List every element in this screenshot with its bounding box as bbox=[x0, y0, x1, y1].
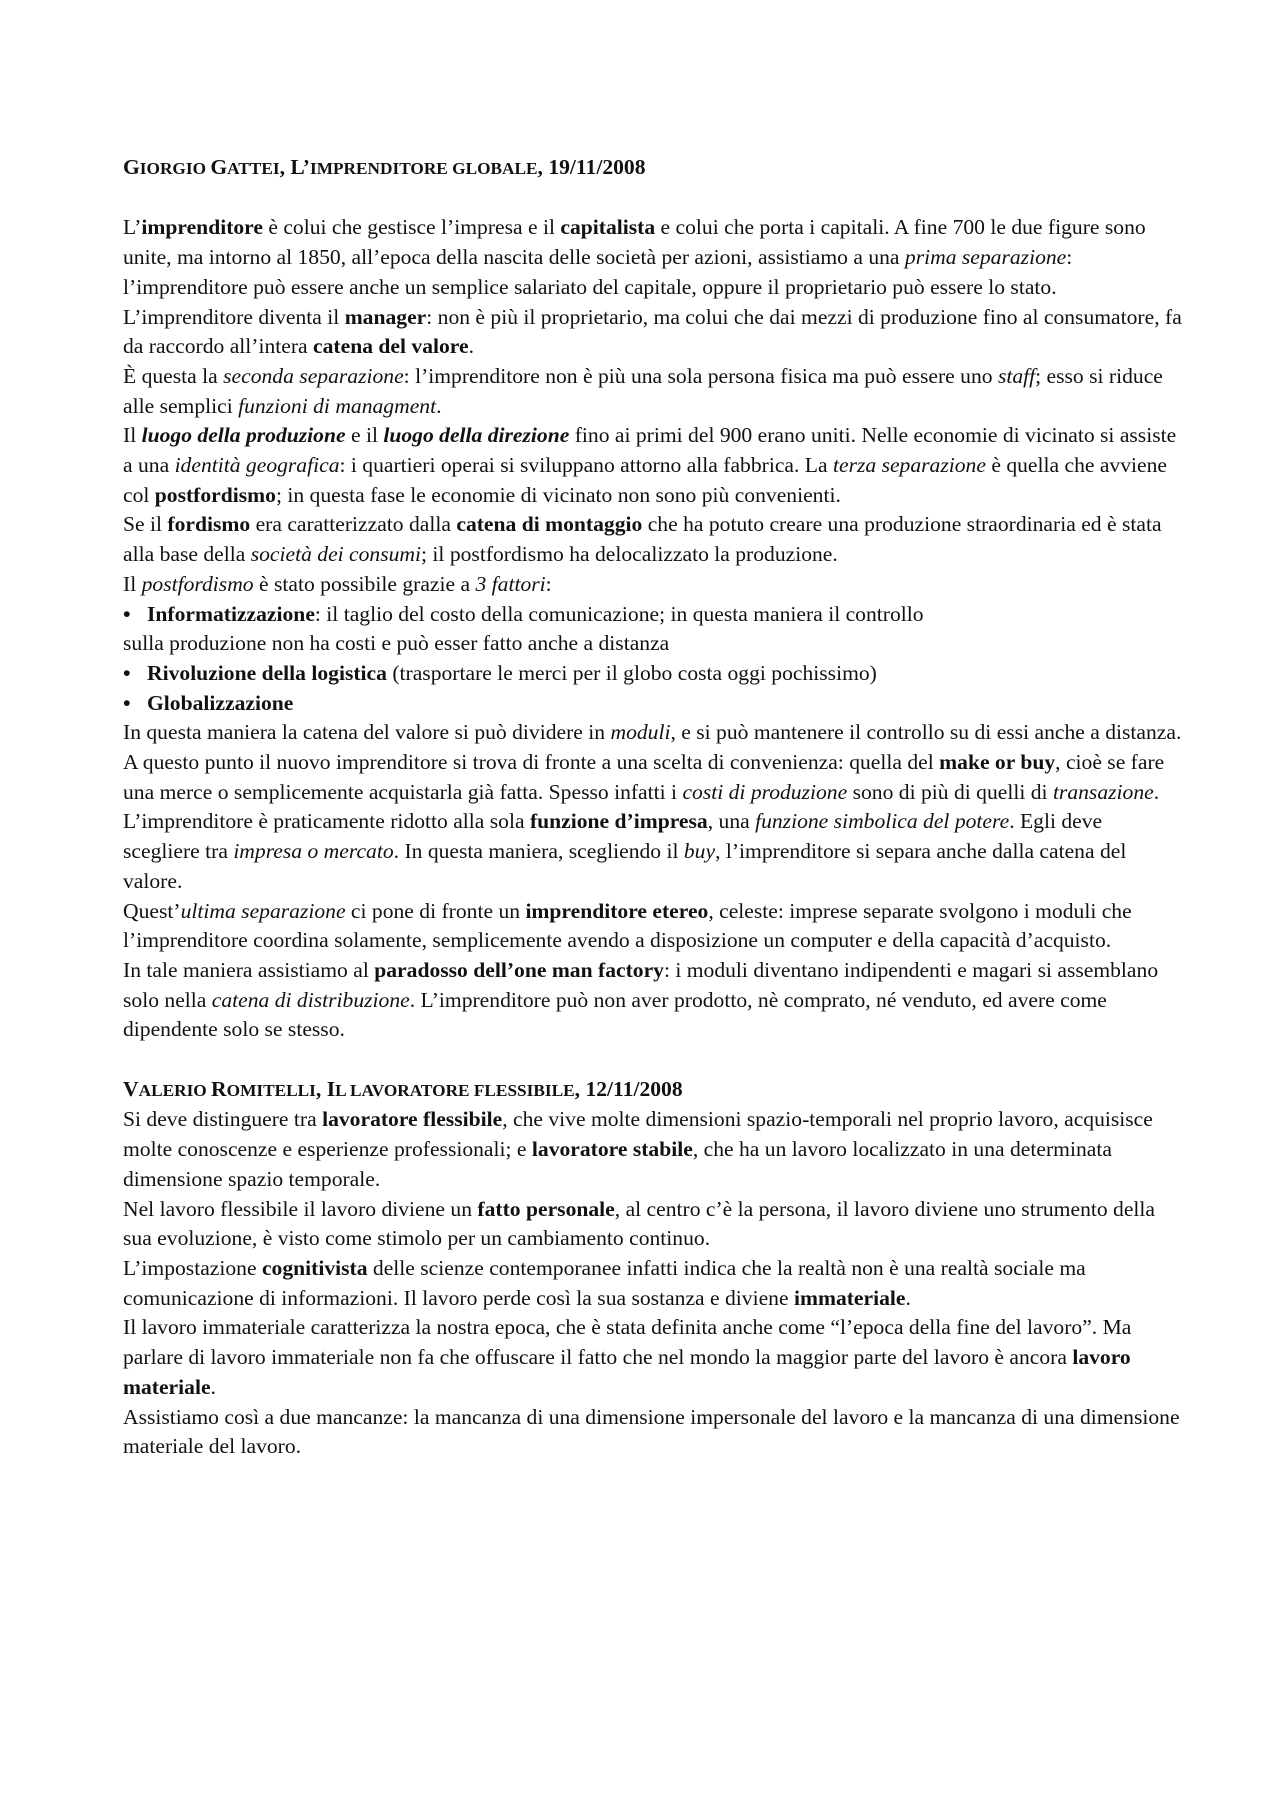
paragraph: Assistiamo così a due mancanze: la mancanza di una dimensione impersonale del lavoro e la mancanza di una dimensione materiale del lavoro. bbox=[123, 1404, 1180, 1459]
bold-term: postfordismo bbox=[154, 482, 276, 507]
paragraph: A questo punto il nuovo imprenditore si trova di fronte a una scelta di convenienza: quella del make or buy, cioè se fare una merce o semplicemente acquistarla già fatta. Spesso infatti i costi di produzione sono di più di quelli di transazione. bbox=[123, 750, 1165, 804]
section-heading-romitelli bbox=[123, 1075, 1183, 1106]
bullet-list bbox=[123, 600, 1183, 719]
bold-term: funzione d’impresa bbox=[529, 809, 708, 834]
italic-term: catena di distribuzione bbox=[211, 987, 410, 1012]
bold-term: paradosso dell’one man factory bbox=[374, 957, 664, 982]
paragraph: Nel lavoro flessibile il lavoro diviene un fatto personale, al centro c’è la persona, il lavoro diviene uno strumento della sua evoluzione, è visto come stimolo per un cambiamento continuo. bbox=[123, 1196, 1156, 1251]
italic-term: seconda separazione bbox=[223, 363, 404, 388]
paragraph: L’imprenditore diventa il manager: non è più il proprietario, ma colui che dai mezzi di produzione fino al consumatore, fa da raccordo all’intera catena del valore. bbox=[123, 304, 1182, 359]
bold-term: Informatizzazione bbox=[147, 601, 315, 626]
bold-italic-term: luogo della direzione bbox=[383, 423, 570, 448]
bold-term: make or buy bbox=[939, 750, 1056, 775]
list-item: • Rivoluzione della logistica (trasportare le merci per il globo costa oggi pochissimo) bbox=[123, 659, 1183, 689]
section-heading-gattei bbox=[123, 153, 1183, 184]
italic-term: moduli bbox=[610, 720, 671, 745]
bold-term: cognitivista bbox=[261, 1255, 368, 1280]
bold-term: fatto personale bbox=[477, 1196, 615, 1221]
bold-term: manager bbox=[344, 304, 427, 329]
italic-term: ultima separazione bbox=[180, 898, 346, 923]
italic-term: impresa o mercato bbox=[233, 839, 394, 864]
heading-text: ALERIO bbox=[138, 1080, 212, 1100]
bold-term: immateriale bbox=[793, 1285, 906, 1310]
list-item bbox=[123, 689, 1183, 719]
paragraph: Il luogo della produzione e il luogo della direzione fino ai primi del 900 erano uniti. Nelle economie di vicinato si assiste a una identità geografica: i quartieri operai si sviluppano attorno alla fabbrica. La terza separazione è quella che avviene col postfordismo; in questa fase le economie di vicinato non sono più convenienti. bbox=[123, 423, 1177, 507]
blank-line bbox=[123, 1045, 1183, 1075]
heading-text: L LAVORATORE FLESSIBILE bbox=[335, 1080, 575, 1100]
bold-term: catena di montaggio bbox=[456, 512, 643, 537]
heading-text: IMPRENDITORE GLOBALE bbox=[310, 159, 538, 178]
italic-term: funzione simbolica del potere bbox=[755, 809, 1010, 834]
italic-term: transazione bbox=[1052, 779, 1154, 804]
italic-term: prima separazione bbox=[904, 245, 1067, 270]
bullet-icon: • bbox=[123, 660, 131, 685]
bold-term: imprenditore bbox=[141, 215, 263, 240]
paragraph: L’imprenditore è colui che gestisce l’impresa e il capitalista e colui che porta i capitali. A fine 700 le due figure sono unite, ma intorno al 1850, all’epoca della nascita delle società per azioni, assistiamo a una prima separazione: l’imprenditore può essere anche un semplice salariato del capitale, oppure il proprietario può essere lo stato. bbox=[123, 215, 1146, 299]
paragraph: L’imprenditore è praticamente ridotto alla sola funzione d’impresa, una funzione simbolica del potere. Egli deve scegliere tra impresa o mercato. In questa maniera, scegliendo il buy, l’imprenditore si separa anche dalla catena del valore. bbox=[123, 809, 1127, 893]
bold-term: fordismo bbox=[167, 512, 251, 537]
heading-text: , I bbox=[315, 1076, 336, 1101]
bold-italic-term: luogo della produzione bbox=[141, 423, 346, 448]
paragraph: Il postfordismo è stato possibile grazie a 3 fattori: bbox=[123, 571, 552, 596]
italic-term: postfordismo bbox=[141, 571, 254, 596]
bold-term: lavoratore stabile bbox=[531, 1137, 693, 1162]
heading-text: V bbox=[123, 1076, 139, 1101]
paragraph: È questa la seconda separazione: l’imprenditore non è più una sola persona fisica ma può essere uno staff; esso si riduce alle semplici funzioni di managment. bbox=[123, 363, 1163, 418]
heading-text: ATTEI bbox=[227, 159, 280, 178]
heading-text: IORGIO bbox=[139, 159, 211, 178]
paragraph: Se il fordismo era caratterizzato dalla catena di montaggio che ha potuto creare una produzione straordinaria ed è stata alla base della società dei consumi; il postfordismo ha delocalizzato la produzione. bbox=[123, 512, 1162, 567]
list-item: • Informatizzazione: il taglio del costo della comunicazione; in questa maniera il controllo sulla produzione non ha costi e può esser fatto anche a distanza bbox=[123, 601, 924, 656]
blank-line bbox=[123, 184, 1183, 214]
bold-term: imprenditore etereo bbox=[525, 898, 709, 923]
bold-term: Globalizzazione bbox=[147, 690, 294, 715]
paragraph: Quest’ultima separazione ci pone di fronte un imprenditore etereo, celeste: imprese separate svolgono i moduli che l’imprenditore coordina solamente, semplicemente avendo a disposizione un computer e della capacità d’acquisto. bbox=[123, 898, 1132, 953]
heading-text: OMITELLI bbox=[226, 1080, 316, 1100]
italic-term: costi di produzione bbox=[682, 779, 848, 804]
paragraph: Il lavoro immateriale caratterizza la nostra epoca, che è stata definita anche come “l’epoca della fine del lavoro”. Ma parlare di lavoro immateriale non fa che offuscare il fatto che nel mondo la maggior parte del lavoro è ancora lavoro materiale. bbox=[123, 1315, 1132, 1399]
paragraph: In questa maniera la catena del valore si può dividere in moduli, e si può mantenere il controllo su di essi anche a distanza. bbox=[123, 720, 1182, 745]
italic-term: terza separazione bbox=[832, 453, 986, 478]
bold-term: lavoro materiale bbox=[123, 1345, 1131, 1399]
heading-text: , L’ bbox=[279, 155, 310, 179]
paragraph: Si deve distinguere tra lavoratore flessibile, che vive molte dimensioni spazio-temporali nel proprio lavoro, acquisisce molte conoscenze e esperienze professionali; e lavoratore stabile, che ha un lavoro localizzato in una determinata dimensione spazio temporale. bbox=[123, 1107, 1153, 1191]
document-page bbox=[123, 153, 1183, 1462]
italic-term: buy bbox=[683, 839, 716, 864]
heading-text: , 19/11/2008 bbox=[537, 155, 646, 179]
italic-term: società dei consumi bbox=[250, 542, 422, 567]
heading-text: G bbox=[123, 155, 140, 179]
bold-term: Rivoluzione della logistica bbox=[147, 660, 387, 685]
italic-term: staff bbox=[997, 363, 1036, 388]
paragraph: In tale maniera assistiamo al paradosso dell’one man factory: i moduli diventano indipendenti e magari si assemblano solo nella catena di distribuzione. L’imprenditore può non aver prodotto, nè comprato, né venduto, ed avere come dipendente solo se stesso. bbox=[123, 957, 1159, 1042]
bold-term: lavoratore flessibile bbox=[322, 1107, 503, 1132]
bullet-icon: • bbox=[123, 690, 131, 715]
bold-term: capitalista bbox=[560, 215, 656, 240]
heading-text: G bbox=[210, 155, 228, 179]
bullet-icon: • bbox=[123, 601, 131, 626]
italic-term: identità geografica bbox=[174, 453, 340, 478]
bold-term: catena del valore bbox=[313, 334, 469, 359]
paragraph: L’impostazione cognitivista delle scienze contemporanee infatti indica che la realtà non è una realtà sociale ma comunicazione di informazioni. Il lavoro perde così la sua sostanza e diviene immateriale. bbox=[123, 1255, 1086, 1310]
heading-text: , 12/11/2008 bbox=[574, 1076, 683, 1101]
italic-term: 3 fattori bbox=[475, 571, 546, 596]
heading-text: R bbox=[211, 1076, 227, 1101]
italic-term: funzioni di managment bbox=[238, 393, 437, 418]
